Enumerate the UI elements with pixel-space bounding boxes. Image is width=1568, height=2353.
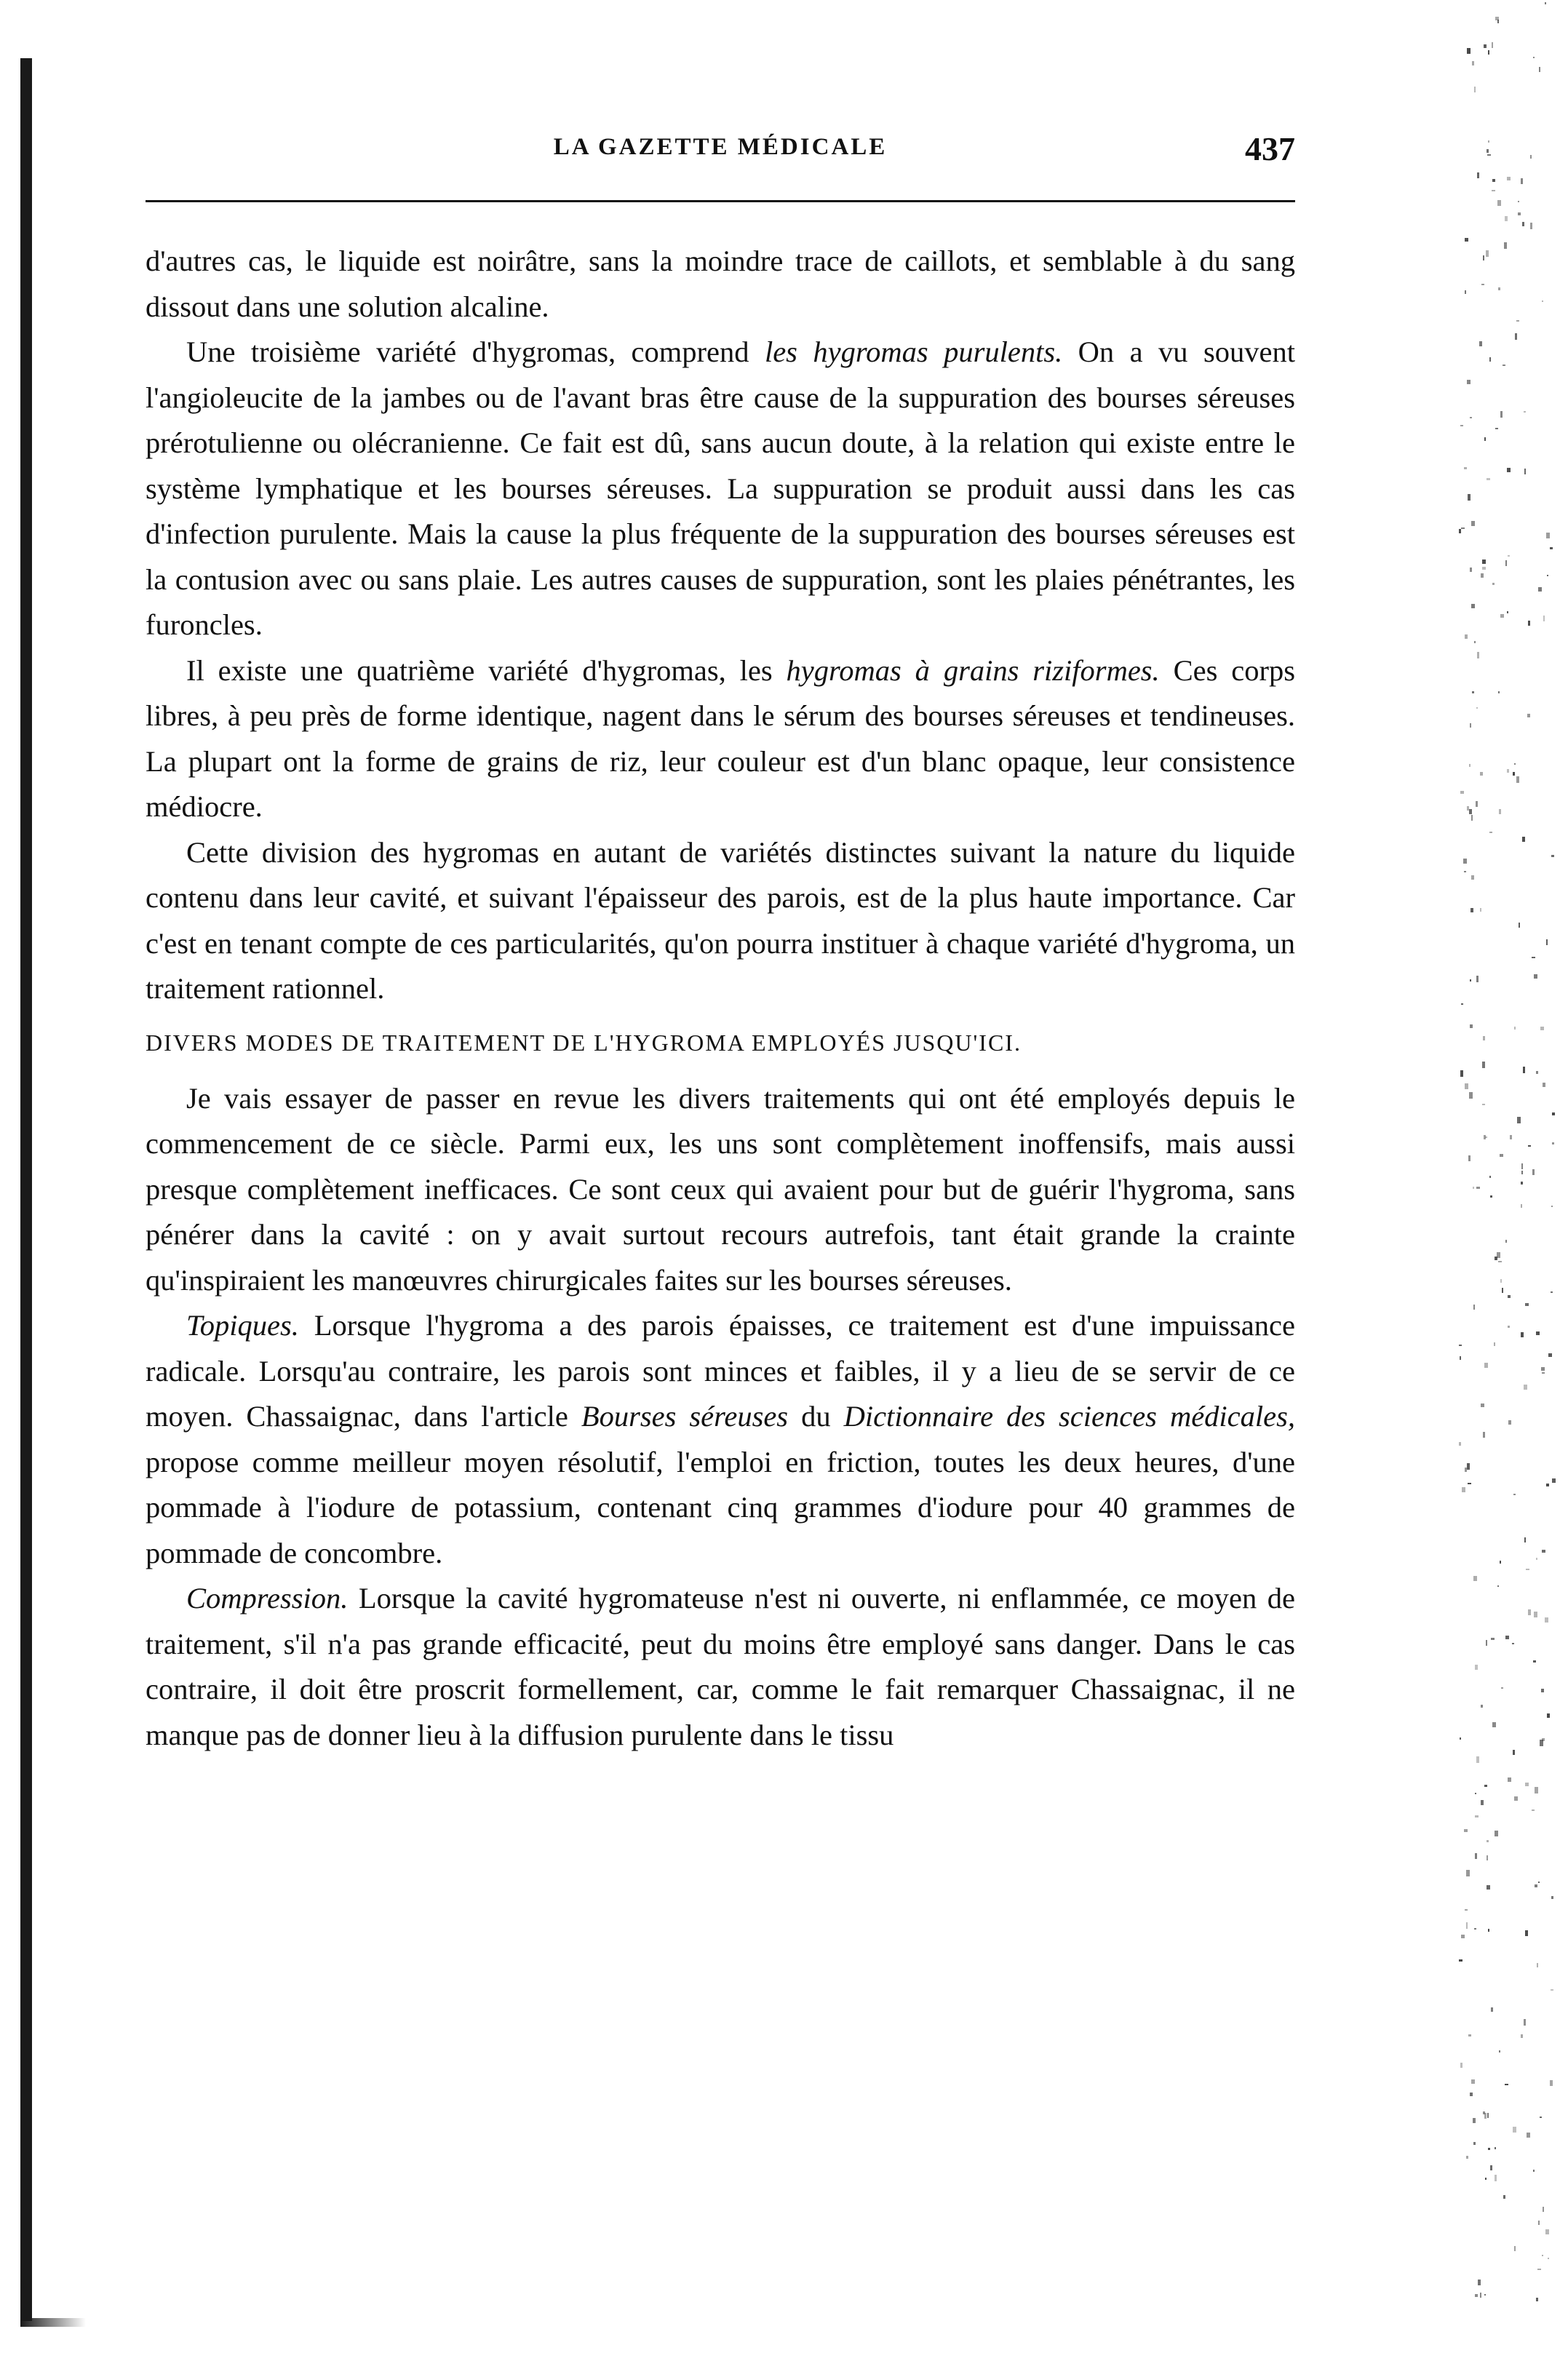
scan-speck — [1495, 17, 1499, 20]
scan-speck — [1475, 2294, 1478, 2297]
scan-speck — [1542, 1550, 1545, 1553]
scan-speck — [1547, 1713, 1550, 1718]
scan-speck — [1524, 2019, 1526, 2026]
scan-speck — [1482, 1104, 1485, 1105]
scan-speck — [1477, 652, 1479, 658]
scan-speck — [1492, 179, 1495, 182]
scan-speck — [1512, 1643, 1514, 1644]
scan-speck — [1541, 1689, 1544, 1692]
scan-speck — [1535, 1787, 1538, 1793]
scan-speck — [1486, 250, 1489, 257]
scan-speck — [1468, 1483, 1471, 1484]
scan-speck — [1465, 290, 1466, 294]
scan-speck — [1464, 871, 1466, 872]
scan-speck — [1505, 1240, 1507, 1243]
scan-speck — [1538, 1882, 1540, 1883]
scan-speck — [1532, 957, 1535, 958]
scan-speck — [1461, 527, 1465, 529]
scan-speck — [1460, 1737, 1461, 1740]
scan-speck — [1507, 611, 1508, 613]
scan-speck — [1481, 1800, 1484, 1805]
scan-speck — [1514, 1027, 1516, 1030]
scan-speck — [1532, 1809, 1535, 1811]
scan-speck — [1473, 2142, 1476, 2145]
scan-speck — [1521, 178, 1523, 184]
scan-speck — [1465, 238, 1468, 242]
scan-speck — [1470, 723, 1471, 728]
scan-speck — [1489, 1176, 1491, 1178]
scan-speck — [1469, 764, 1471, 767]
scan-speck — [1546, 1484, 1549, 1486]
scan-speck — [1489, 832, 1492, 833]
text-run: propose comme meilleur moyen résolutif, l'emploi en friction, toutes les deux heures, d'une pommade à l'iodure de potassium, contenant cinq grammes d'iodure pour 40 grammes de pommade de concombre. — [146, 1445, 1295, 1569]
scan-speck — [1547, 575, 1548, 576]
scan-speck — [1508, 1326, 1510, 1328]
scan-speck — [1525, 1930, 1528, 1936]
scan-speck — [1508, 555, 1510, 557]
scan-speck — [1536, 1558, 1537, 1560]
scan-speck — [1514, 1796, 1518, 1801]
scan-speck — [1542, 300, 1543, 302]
scan-speck — [1483, 1036, 1485, 1040]
scan-speck — [1545, 2, 1546, 4]
scan-speck — [1507, 769, 1509, 773]
scan-speck — [1470, 568, 1472, 572]
scan-speck — [1527, 714, 1530, 717]
scan-speck — [1459, 1442, 1461, 1446]
scan-speck — [1552, 1478, 1556, 1483]
scan-speck — [1540, 2117, 1542, 2118]
scan-speck — [1524, 1537, 1526, 1542]
scan-speck — [1467, 380, 1471, 384]
scan-speck — [1528, 621, 1530, 626]
scan-speck — [1483, 1432, 1485, 1438]
text-run: du — [788, 1400, 844, 1433]
scan-speck — [1536, 1331, 1540, 1335]
scan-speck — [1480, 2293, 1481, 2298]
scan-speck — [1471, 2079, 1475, 2084]
scan-speck — [1503, 2195, 1505, 2199]
scan-speck — [1476, 801, 1478, 807]
scan-speck — [1543, 2207, 1544, 2212]
scan-speck — [1477, 172, 1479, 178]
scan-speck — [1470, 2093, 1473, 2096]
scan-speck — [1474, 87, 1476, 92]
scan-speck — [1513, 2127, 1516, 2133]
scan-speck — [1487, 478, 1490, 480]
scan-speck — [1525, 1303, 1529, 1306]
scan-speck — [1487, 1885, 1490, 1890]
scan-speck — [1473, 1576, 1477, 1581]
italic-subhead: Topiques. — [186, 1309, 299, 1342]
scan-speck — [1487, 154, 1491, 156]
section-heading: DIVERS MODES DE TRAITEMENT DE L'HYGROMA EMPLOYÉS JUSQU'ICI. — [146, 1029, 1022, 1056]
paragraph: Cette division des hygromas en autant de variétés distinctes suivant la nature du liquide contenu dans leur cavité, et suivant l'épaisseur des parois, est de la plus haute importance. Car c'est en tenant compte de ces particularités, qu'on pourra instituer à chaque variété d'hygroma, un traitement rationnel. — [146, 835, 1295, 1005]
scan-speck — [1542, 1372, 1545, 1374]
scan-speck — [1521, 1171, 1523, 1174]
scan-speck — [1472, 691, 1474, 693]
scan-speck — [1484, 437, 1486, 441]
page-header — [146, 130, 1295, 173]
scan-noise-margin — [1459, 0, 1568, 2353]
scan-speck — [1548, 2258, 1549, 2259]
italic-term: Bourses séreuses — [581, 1400, 789, 1433]
scan-speck — [1475, 1665, 1478, 1670]
scan-speck — [1469, 809, 1472, 814]
scan-speck — [1514, 2246, 1516, 2251]
scan-speck — [1498, 1261, 1502, 1262]
scan-speck — [1536, 1071, 1538, 1074]
scan-speck — [1526, 1569, 1529, 1570]
scan-speck — [1521, 1204, 1522, 1208]
scan-speck — [1490, 1195, 1492, 1198]
scan-speck — [1459, 1959, 1462, 1962]
scan-speck — [1501, 1687, 1503, 1689]
scan-speck — [1514, 763, 1516, 765]
scan-speck — [1473, 1305, 1475, 1310]
scan-speck — [1473, 1187, 1474, 1189]
scan-speck — [1473, 2118, 1476, 2123]
scan-speck — [1465, 1083, 1468, 1089]
scan-speck — [1533, 2170, 1535, 2172]
text-run: Lorsque l'hygroma a des parois épaisses, ce traitement est d'une impuissance radicale. Lorsqu'au contraire, les parois sont minces et faibles, il y a lieu de se servir de ce moyen. Chassaignac, dans l'article — [146, 1309, 1295, 1433]
scan-speck — [1552, 1142, 1554, 1144]
scan-speck — [1518, 201, 1519, 202]
scan-speck — [1474, 1928, 1476, 1930]
scan-speck — [1517, 1117, 1521, 1123]
scan-speck — [1546, 939, 1548, 945]
scan-speck — [1534, 974, 1537, 979]
scan-speck — [1484, 1135, 1486, 1139]
scan-speck — [1467, 1463, 1470, 1470]
scan-speck — [1543, 616, 1545, 621]
scan-speck — [1484, 1785, 1487, 1787]
scan-speck — [1465, 1909, 1468, 1911]
scan-speck — [1471, 908, 1473, 912]
scan-speck — [1470, 417, 1472, 418]
scan-speck — [1476, 976, 1479, 982]
scan-speck — [1552, 1112, 1555, 1115]
scan-speck — [1460, 1356, 1461, 1360]
scan-speck — [1461, 1935, 1465, 1938]
scan-speck — [1488, 1929, 1489, 1932]
scan-speck — [1471, 815, 1473, 821]
scan-speck — [1488, 50, 1489, 55]
scan-speck — [1527, 2133, 1530, 2138]
scan-speck — [1500, 1154, 1503, 1157]
scan-speck — [1495, 2147, 1496, 2149]
scan-speck — [1524, 1385, 1527, 1390]
scan-speck — [1472, 61, 1474, 65]
scan-speck — [1505, 216, 1508, 221]
scan-speck — [1513, 1494, 1516, 1495]
running-title: LA GAZETTE MÉDICALE — [553, 134, 888, 160]
scan-speck — [1516, 320, 1519, 322]
scan-speck — [1500, 1279, 1502, 1283]
scan-speck — [1530, 223, 1532, 229]
scan-speck — [1468, 2034, 1471, 2037]
scan-speck — [1505, 2084, 1508, 2085]
scan-speck — [1542, 1738, 1545, 1741]
scan-speck — [1542, 2255, 1543, 2256]
scan-speck — [1541, 1367, 1545, 1371]
scan-speck — [1460, 1070, 1463, 1077]
italic-term: hygromas à grains riziformes. — [786, 653, 1160, 687]
scan-speck — [1486, 1640, 1487, 1646]
scan-speck — [1475, 1815, 1479, 1817]
scan-speck — [1503, 365, 1505, 366]
scan-speck — [1491, 1638, 1495, 1640]
scan-speck — [1551, 1291, 1553, 1293]
scan-speck — [1499, 2050, 1500, 2053]
scan-speck — [1489, 357, 1491, 362]
scan-speck — [1476, 1187, 1480, 1189]
italic-term: les hygromas purulents. — [764, 335, 1063, 368]
scan-speck — [1500, 614, 1504, 618]
scan-speck — [1476, 707, 1478, 709]
scan-speck — [1528, 1145, 1531, 1147]
scan-speck — [1524, 469, 1526, 474]
scan-speck — [1548, 1353, 1552, 1357]
scan-speck — [1484, 1363, 1488, 1368]
scan-speck — [1462, 1487, 1465, 1492]
scan-speck — [1507, 468, 1511, 472]
scan-speck — [1550, 2080, 1553, 2086]
scan-speck — [1515, 333, 1517, 340]
text-run: Il existe une quatrième variété d'hygromas, les — [186, 653, 787, 687]
scan-speck — [1495, 2175, 1497, 2181]
scan-speck — [1522, 222, 1524, 226]
scan-speck — [1482, 560, 1486, 564]
scan-speck — [1491, 2007, 1493, 2012]
scan-speck — [1471, 604, 1475, 608]
scan-speck — [1551, 1989, 1553, 1991]
scan-speck — [1546, 533, 1550, 538]
scan-speck — [1482, 567, 1486, 570]
scan-speck — [1518, 212, 1521, 215]
scan-speck — [1476, 1756, 1479, 1763]
scan-speck — [1487, 1840, 1489, 1842]
scan-speck — [1507, 177, 1511, 180]
paragraph — [146, 648, 1295, 830]
scan-speck — [1494, 1342, 1495, 1346]
scan-speck — [1460, 2063, 1462, 2068]
scan-speck — [1481, 1404, 1484, 1407]
scan-speck — [1475, 1793, 1476, 1794]
scan-speck — [1534, 1612, 1537, 1617]
scan-speck — [1488, 2148, 1490, 2150]
scan-speck — [1495, 1831, 1498, 1836]
scan-speck — [1481, 284, 1484, 285]
text-run: Lorsque la cavité hygromateuse n'est ni ouverte, ni enflammée, ce moyen de traitement, s'il n'a pas grande efficacité, peut du moins être employé sans danger. Dans le cas contraire, il doit être proscrit formellement, car, comme le fait remarquer Chassaignac, il ne manque pas de donner lieu à la diffusion purulente dans le tissu — [146, 1582, 1295, 1751]
scan-speck — [1471, 521, 1475, 526]
scan-speck — [1484, 44, 1487, 48]
paragraph — [146, 1303, 1295, 1576]
scan-speck — [1467, 806, 1469, 811]
scan-speck — [1505, 1636, 1509, 1639]
scan-speck — [1492, 583, 1495, 585]
scan-speck — [1533, 57, 1535, 58]
scan-speck — [1550, 547, 1553, 549]
scan-speck — [1538, 587, 1542, 592]
header-rule — [146, 200, 1295, 202]
scan-speck — [1543, 1083, 1545, 1087]
scan-speck — [1521, 1163, 1523, 1169]
italic-term: Dictionnaire des sciences médicales, — [843, 1400, 1296, 1433]
scan-speck — [1533, 1660, 1536, 1663]
scan-speck — [1539, 67, 1540, 72]
scan-speck — [1513, 772, 1515, 776]
scan-speck — [1470, 979, 1471, 982]
paragraph — [146, 1576, 1295, 1758]
paragraph — [146, 330, 1295, 648]
scan-speck — [1461, 1003, 1463, 1005]
scan-speck — [1469, 1092, 1473, 1099]
scan-speck — [1540, 1027, 1544, 1030]
scan-speck — [1485, 2178, 1487, 2180]
scan-speck — [1481, 1705, 1483, 1708]
scan-speck — [1525, 1783, 1529, 1786]
scan-speck — [1495, 428, 1498, 429]
scan-speck — [1470, 1024, 1473, 1028]
scan-speck — [1504, 242, 1507, 249]
scan-speck — [1508, 1777, 1511, 1782]
scan-speck — [1499, 809, 1501, 814]
scan-speck — [1536, 2298, 1538, 2301]
scan-speck — [1508, 1420, 1511, 1425]
paragraph: Je vais essayer de passer en revue les divers traitements qui ont été employés depuis le commencement de ce siècle. Parmi eux, les uns sont complètement inoffensifs, mais aussi presque complètement inefficaces. Ce sont ceux qui avaient pour but de guérir l'hygroma, sans pénérer dans la cavité : on y avait surtout recours autrefois, tant était grande la crainte qu'inspiraient les manœuvres chirurgicales faites sur les bourses séreuses. — [146, 1081, 1295, 1297]
scan-speck — [1497, 1252, 1500, 1258]
scan-speck — [1537, 1963, 1538, 1967]
scan-speck — [1492, 42, 1493, 48]
scan-speck — [1466, 1922, 1468, 1929]
binding-shadow — [20, 58, 32, 2321]
scan-speck — [1535, 1884, 1537, 1887]
scan-speck — [1521, 2034, 1523, 2038]
scan-speck — [1479, 341, 1482, 346]
scan-speck — [1492, 190, 1495, 191]
scan-speck — [1468, 494, 1471, 501]
scan-speck — [1522, 837, 1525, 842]
scan-speck — [1497, 1585, 1499, 1587]
scan-speck — [1538, 2221, 1540, 2225]
scan-speck — [1505, 560, 1507, 566]
scan-speck — [1488, 140, 1489, 143]
scan-speck — [1475, 1853, 1477, 1859]
text-run: Ces corps libres, à peu près de forme identique, nagent dans le sérum des bourses séreuses et tendineuses. La plupart ont la forme de grains de riz, leur couleur est d'un blanc opaque, leur consistence médiocre. — [146, 653, 1295, 823]
scan-speck — [1492, 1722, 1496, 1727]
scan-speck — [1523, 1067, 1525, 1073]
scan-speck — [1480, 908, 1481, 912]
italic-subhead: Compression. — [186, 1582, 349, 1615]
binding-shadow-foot — [20, 2318, 86, 2327]
scan-speck — [1465, 634, 1468, 639]
article-body — [146, 239, 1295, 1758]
scan-speck — [1460, 791, 1464, 794]
page-number: 437 — [1245, 130, 1295, 167]
scan-speck — [1545, 2229, 1549, 2234]
scan-speck — [1513, 1750, 1515, 1755]
scan-speck — [1524, 411, 1526, 413]
scan-speck — [1464, 467, 1467, 469]
scan-speck — [1502, 1288, 1503, 1293]
scan-speck — [1474, 641, 1476, 643]
scan-speck — [1521, 1182, 1523, 1185]
scan-speck — [1460, 425, 1463, 426]
scan-speck — [1478, 2280, 1481, 2285]
scan-speck — [1481, 573, 1484, 578]
scan-speck — [1480, 772, 1483, 776]
scan-speck — [1484, 2294, 1486, 2296]
scan-speck — [1498, 287, 1500, 290]
scan-speck — [1487, 149, 1489, 153]
scan-speck — [1459, 1345, 1462, 1346]
scan-speck — [1510, 1135, 1512, 1139]
scan-speck — [1508, 1295, 1511, 1298]
scan-speck — [1545, 1617, 1548, 1623]
scan-speck — [1482, 1062, 1485, 1068]
scan-speck — [1516, 776, 1519, 783]
scan-speck — [1464, 1829, 1468, 1832]
scan-speck — [1528, 1609, 1531, 1615]
scan-speck — [1551, 855, 1554, 857]
scan-speck — [1483, 2111, 1485, 2114]
scan-speck — [1459, 529, 1461, 533]
scan-speck — [1471, 875, 1474, 880]
scan-speck — [1483, 255, 1484, 260]
scan-speck — [1490, 2165, 1492, 2170]
text-run: Une troisième variété d'hygromas, comprend — [186, 335, 765, 368]
scan-speck — [1551, 1206, 1553, 1207]
scan-speck — [1551, 1896, 1553, 1899]
text-run: On a vu souvent l'angioleucite de la jambes ou de l'avant bras être cause de la suppuration des bourses séreuses prérotulienne ou olécranienne. Ce fait est dû, sans aucun doute, à la relation qui existe entre le système lymphatique et les bourses séreuses. La suppuration se produit aussi dans les cas d'infection purulente. Mais la cause la plus fréquente de la suppuration des bourses séreuses est la contusion avec ou sans plaie. Les autres causes de suppuration, sont les plaies pénétrantes, les furoncles. — [146, 335, 1295, 641]
scan-speck — [1487, 2113, 1489, 2118]
scan-speck — [1468, 1155, 1471, 1161]
scan-speck — [1521, 1332, 1524, 1337]
scan-speck — [1500, 411, 1503, 418]
scan-speck — [1530, 155, 1532, 159]
scan-speck — [1487, 1855, 1488, 1860]
paragraph: d'autres cas, le liquide est noirâtre, sans la moindre trace de caillots, et semblable à du sang dissout dans une solution alcaline. — [146, 244, 1295, 323]
scan-speck — [1532, 1169, 1535, 1175]
scan-speck — [1500, 1561, 1501, 1564]
scan-speck — [1466, 1870, 1470, 1876]
scan-speck — [1466, 2156, 1468, 2159]
scan-speck — [1498, 691, 1500, 693]
scan-speck — [1519, 923, 1520, 928]
scan-speck — [1467, 48, 1471, 54]
scan-speck — [1463, 859, 1467, 864]
scan-speck — [1497, 200, 1501, 206]
scan-speck — [1537, 2269, 1541, 2270]
